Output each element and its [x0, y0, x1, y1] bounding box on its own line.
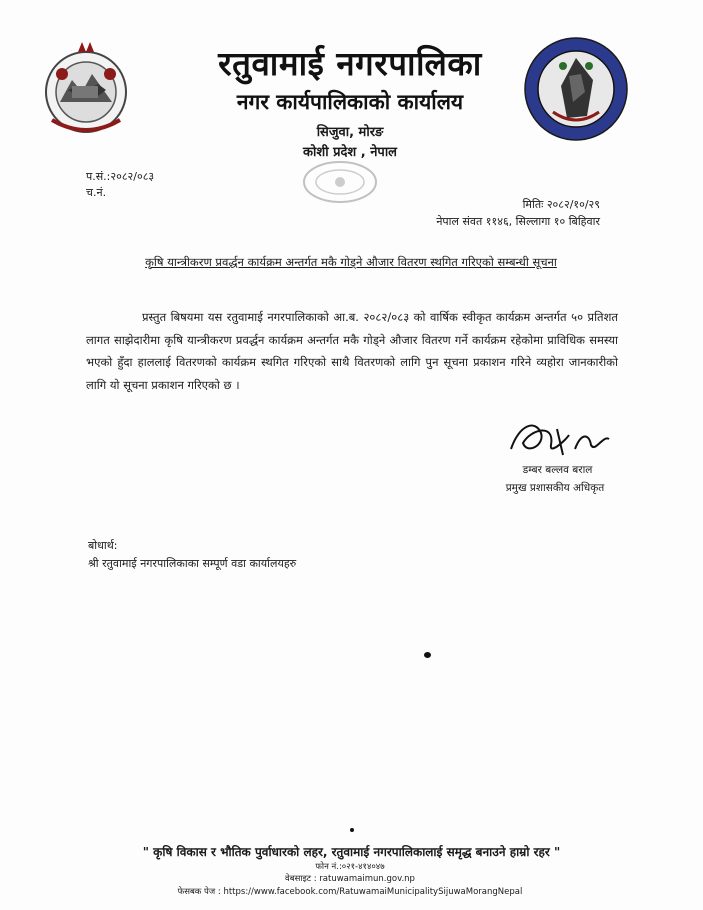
signer-name: डम्बर बल्लव बराल	[522, 464, 593, 476]
footer-phone: फोन नं.:०२१-४१४०४७	[315, 862, 385, 872]
footer-website: वेबसाइट : ratuwamaimun.gov.np	[285, 874, 415, 884]
dispatch-number: च.नं.	[86, 186, 107, 199]
official-stamp-icon	[300, 158, 380, 206]
nepal-sambat-date: नेपाल संवत ११४६, सिल्लागा १० बिहिवार	[436, 215, 600, 228]
signer-title: प्रमुख प्रशासकीय अधिकृत	[505, 482, 605, 494]
cc-recipient: श्री रतुवामाई नगरपालिकाका सम्पूर्ण वडा कार्यालयहरु	[88, 557, 297, 570]
org-name: रतुवामाई नगरपालिका	[218, 44, 482, 83]
nepal-government-emblem-icon	[38, 40, 134, 136]
letter-body: प्रस्तुत बिषयमा यस रतुवामाई नगरपालिकाको आ.ब. २०८२/०८३ को वार्षिक स्वीकृत कार्यक्रम अन्तर्गत ५० प्रतिशत लागत साझेदारीमा कृषि यान्त्रीकरण प्रवर्द्धन कार्यक्रम अन्तर्गत मकै गोड्ने औजार वितरण गर्ने कार्यक्रम रहेकोमा प्राविधिक समस्या भएको हुँदा हाललाई वितरणको कार्यक्रम स्थगित गरिएको साथै वितरणको लागि पुन सूचना प्रकाशन गरिने व्यहोरा जानकारीको लागि यो सूचना प्रकाशन गरिएको छ ।	[86, 310, 618, 392]
cc-label: बोधार्थ:	[88, 539, 118, 552]
footer-facebook: फेसबक पेज : https://www.facebook.com/RatuwamaiMunicipalitySijuwaMorangNepal	[177, 887, 523, 897]
letter-date: मितिः २०८२/१०/२९	[522, 198, 600, 211]
scan-speck	[350, 828, 354, 832]
letter-subject: कृषि यान्त्रीकरण प्रवर्द्धन कार्यक्रम अन्तर्गत मकै गोड्ने औजार वितरण स्थगित गरिएको सम्बन्धी सूचना	[145, 255, 557, 269]
footer-slogan: " कृषि विकास र भौतिक पुर्वाधारको लहर, रतुवामाई नगरपालिकालाई समृद्ध बनाउने हाम्रो रहर "	[142, 845, 561, 859]
scan-speck	[424, 652, 431, 658]
office-name: नगर कार्यपालिकाको कार्यालय	[236, 90, 464, 114]
reference-number: प.सं.:२०८२/०८३	[86, 170, 155, 183]
address-line-2: कोशी प्रदेश , नेपाल	[303, 145, 397, 160]
signature-icon	[505, 415, 615, 465]
address-line-1: सिजुवा, मोरङ	[316, 125, 384, 140]
municipality-logo-icon	[523, 36, 629, 142]
